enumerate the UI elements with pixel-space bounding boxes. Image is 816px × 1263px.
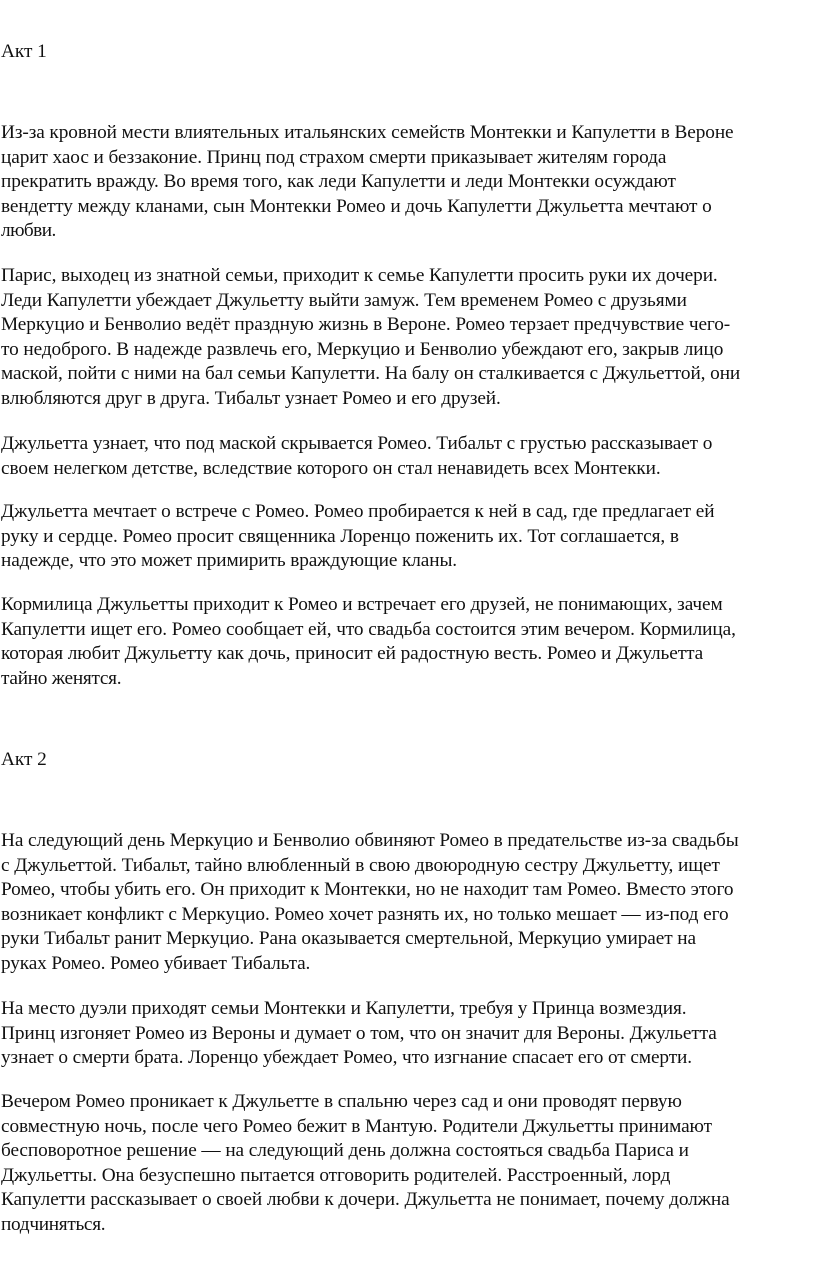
- text-line: узнает о смерти брата. Лоренцо убеждает Ромео, что изгнание спасает его от смерти.: [1, 1047, 693, 1069]
- text-line: Джульетты. Она безуспешно пытается отговорить родителей. Расстроенный, лорд: [1, 1164, 671, 1186]
- text-line: Ромео, чтобы убить его. Он приходит к Монтекки, но не находит там Ромео. Вместо этого: [1, 879, 734, 901]
- act-1-paragraph-4: [1, 500, 816, 574]
- text-line: с Джульеттой. Тибальт, тайно влюбленный в свою двоюродную сестру Джульетту, ищет: [1, 854, 720, 876]
- act-1-paragraph-5: [1, 593, 816, 691]
- act-2-paragraph-3: [1, 1090, 816, 1238]
- act-1-paragraph-2: [1, 264, 816, 412]
- text-line: Капулетти ищет его. Ромео сообщает ей, что свадьба состоится этим вечером. Кормилица,: [1, 618, 736, 640]
- text-line: бесповоротное решение — на следующий день должна состояться свадьба Париса и: [1, 1140, 689, 1162]
- text-line: Капулетти рассказывает о своей любви к дочери. Джульетта не понимает, почему должна: [1, 1189, 730, 1211]
- text-line: надежде, что это может примирить враждующие кланы.: [1, 550, 458, 572]
- text-line: руках Ромео. Ромео убивает Тибальта.: [1, 952, 311, 974]
- text-line: тайно женятся.: [1, 667, 122, 689]
- text-line: подчиняться.: [1, 1213, 106, 1235]
- text-line: Принц изгоняет Ромео из Вероны и думает о том, что он значит для Вероны. Джульетта: [1, 1022, 717, 1044]
- text-line: На место дуэли приходят семьи Монтекки и Капулетти, требуя у Принца возмездия.: [1, 998, 687, 1019]
- text-line: Парис, выходец из знатной семьи, приходит к семье Капулетти просить руки их дочери.: [1, 265, 718, 286]
- text-line: прекратить вражду. Во время того, как леди Капулетти и леди Монтекки осуждают: [1, 171, 676, 193]
- text-line: Кормилица Джульетты приходит к Ромео и встречает его друзей, не понимающих, зачем: [1, 594, 723, 615]
- act-1-paragraph-3: [1, 432, 816, 481]
- act-2-paragraph-1: [1, 829, 816, 977]
- text-line: совместную ночь, после чего Ромео бежит в Мантую. Родители Джульетты принимают: [1, 1115, 712, 1137]
- text-line: Из-за кровной мести влиятельных итальянских семейств Монтекки и Капулетти в Вероне: [1, 122, 734, 143]
- text-line: возникает конфликт с Меркуцио. Ромео хочет разнять их, но только мешает — из-под его: [1, 903, 729, 925]
- text-line: маской, пойти с ними на бал семьи Капулетти. На балу он сталкивается с Джульеттой, они: [1, 363, 741, 385]
- act-1-paragraph-1: [1, 121, 816, 244]
- text-line: своем нелегком детстве, вследствие которого он стал ненавидеть всех Монтекки.: [1, 457, 661, 479]
- text-line: царит хаос и беззаконие. Принц под страхом смерти приказывает жителям города: [1, 146, 667, 168]
- text-line: руки Тибальт ранит Меркуцио. Рана оказывается смертельной, Меркуцио умирает на: [1, 928, 696, 950]
- text-line: которая любит Джульетту как дочь, приносит ей радостную весть. Ромео и Джульетта: [1, 643, 704, 665]
- text-line: влюбляются друг в друга. Тибальт узнает Ромео и его друзей.: [1, 387, 501, 409]
- text-line: На следующий день Меркуцио и Бенволио обвиняют Ромео в предательстве из-за свадьбы: [1, 830, 739, 851]
- text-line: Вечером Ромео проникает к Джульетте в спальню через сад и они проводят первую: [1, 1091, 682, 1112]
- text-line: Джульетта узнает, что под маской скрывается Ромео. Тибальт с грустью рассказывает о: [1, 433, 713, 454]
- text-line: Меркуцио и Бенволио ведёт праздную жизнь в Вероне. Ромео терзает предчувствие чего-: [1, 314, 731, 336]
- text-line: вендетту между кланами, сын Монтекки Ромео и дочь Капулетти Джульетта мечтают о: [1, 195, 712, 217]
- act-1-heading: Акт 1: [1, 41, 47, 62]
- text-line: Леди Капулетти убеждает Джульетту выйти замуж. Тем временем Ромео с друзьями: [1, 289, 687, 311]
- act-2-heading: Акт 2: [1, 749, 47, 770]
- text-line: Джульетта мечтает о встрече с Ромео. Ромео пробирается к ней в сад, где предлагает ей: [1, 501, 715, 522]
- text-line: руку и сердце. Ромео просит священника Лоренцо поженить их. Тот соглашается, в: [1, 525, 679, 547]
- text-line: любви.: [1, 220, 56, 242]
- text-line: то недоброго. В надежде развлечь его, Меркуцио и Бенволио убеждают его, закрыв лицо: [1, 338, 724, 360]
- act-2-paragraph-2: [1, 997, 816, 1071]
